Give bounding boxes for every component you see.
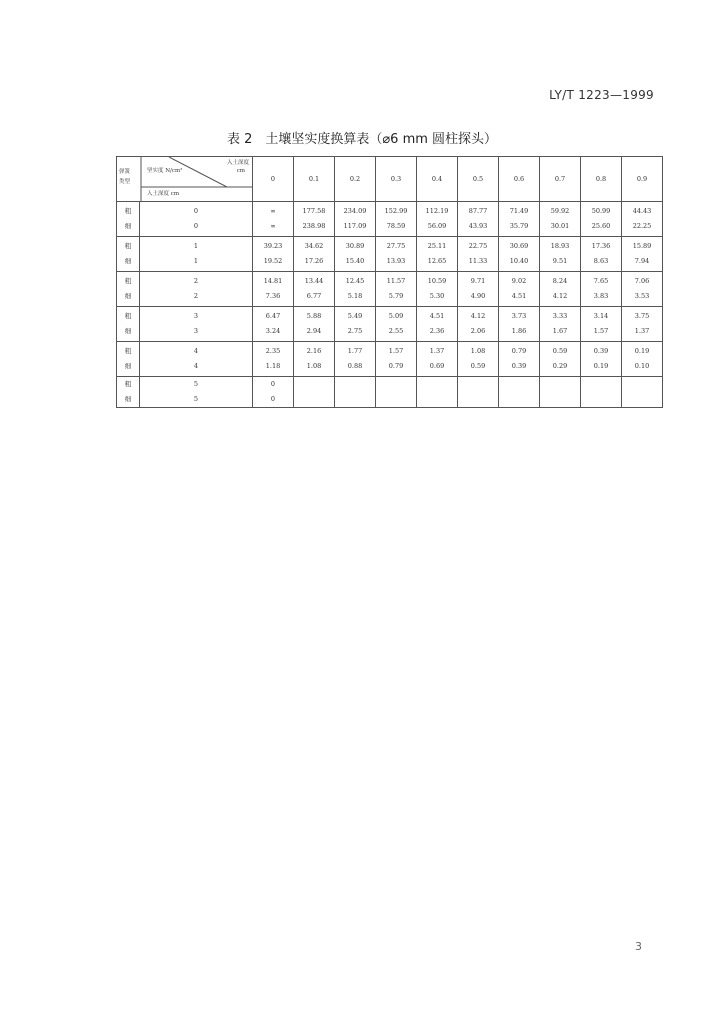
value-cell-line: 0.39 <box>593 347 609 355</box>
value-cell-line: 87.77 <box>468 207 488 215</box>
spring-type-cell <box>117 342 140 377</box>
value-cell <box>622 202 663 237</box>
value-cell <box>540 272 581 307</box>
value-cell <box>376 377 417 408</box>
value-cell <box>294 307 335 342</box>
value-cell-line: 15.89 <box>632 242 652 250</box>
depth-cell <box>140 237 253 272</box>
value-cell <box>335 237 376 272</box>
value-cell-line: 5.88 <box>306 312 322 320</box>
value-cell-line: 10.59 <box>427 277 447 285</box>
value-cell-line: 5.09 <box>388 312 404 320</box>
depth-cell-line: 5 <box>193 380 199 388</box>
value-cell-line: 9.51 <box>552 257 568 265</box>
depth-cell-line: 1 <box>193 257 199 265</box>
value-cell-line: 2.36 <box>429 327 445 335</box>
value-cell-line: 3.24 <box>265 327 281 335</box>
value-cell-line: 30.89 <box>345 242 365 250</box>
value-cell <box>581 377 622 408</box>
value-cell <box>253 272 294 307</box>
value-cell <box>622 237 663 272</box>
depth-cell-line: 3 <box>193 312 199 320</box>
spring-type-cell-line: 粗 <box>124 380 132 388</box>
depth-cell <box>140 342 253 377</box>
spring-type-cell <box>117 272 140 307</box>
value-cell-line: 0 <box>270 380 276 388</box>
value-cell-line: 11.33 <box>468 257 488 265</box>
value-cell-line: 2.55 <box>388 327 404 335</box>
conversion-table <box>116 156 663 408</box>
column-header: 0.5 <box>458 157 499 202</box>
spring-type-cell-line: 细 <box>124 257 132 265</box>
spring-type-cell <box>117 307 140 342</box>
value-cell-line: 50.99 <box>591 207 611 215</box>
depth-unit-label-bottom: cm <box>236 168 245 174</box>
value-cell <box>335 307 376 342</box>
value-cell-line: 5.79 <box>388 292 404 300</box>
value-cell <box>335 342 376 377</box>
value-cell <box>581 307 622 342</box>
value-cell-line: 13.44 <box>304 277 324 285</box>
spring-type-cell <box>117 377 140 408</box>
table-row <box>117 342 663 377</box>
value-cell <box>622 272 663 307</box>
value-cell <box>581 272 622 307</box>
value-cell-line: 59.92 <box>550 207 570 215</box>
value-cell <box>458 307 499 342</box>
value-cell-line: 0.79 <box>511 347 527 355</box>
value-cell <box>417 342 458 377</box>
value-cell <box>581 237 622 272</box>
value-cell-line: 238.98 <box>302 222 326 230</box>
value-cell-line: 17.26 <box>304 257 324 265</box>
value-cell <box>417 377 458 408</box>
table-header-row <box>117 157 663 202</box>
column-header: 0.6 <box>499 157 540 202</box>
value-cell-line: 30.01 <box>550 222 570 230</box>
value-cell-line: 34.62 <box>304 242 324 250</box>
depth-cell-line: 4 <box>193 362 199 370</box>
table-row <box>117 272 663 307</box>
value-cell <box>335 202 376 237</box>
value-cell <box>417 237 458 272</box>
value-cell-line: 10.40 <box>509 257 529 265</box>
value-cell <box>581 202 622 237</box>
value-cell <box>499 342 540 377</box>
value-cell-line: 4.51 <box>511 292 527 300</box>
value-cell <box>335 272 376 307</box>
depth-row-label: 入土深度 cm <box>147 191 180 197</box>
spring-type-cell-line: 粗 <box>124 347 132 355</box>
value-cell-line: 19.52 <box>263 257 283 265</box>
page-number: 3 <box>635 940 642 953</box>
value-cell-line: 3.75 <box>634 312 650 320</box>
value-cell-line: 30.69 <box>509 242 529 250</box>
value-cell-line: 1.57 <box>593 327 609 335</box>
table-row <box>117 307 663 342</box>
value-cell-line: 4.12 <box>470 312 486 320</box>
value-cell-line: 13.93 <box>386 257 406 265</box>
value-cell <box>294 272 335 307</box>
value-cell-line: 9.71 <box>470 277 486 285</box>
value-cell-line: 1.37 <box>634 327 650 335</box>
value-cell-line: 117.09 <box>343 222 367 230</box>
value-cell-line: 8.24 <box>552 277 568 285</box>
table-row <box>117 377 663 408</box>
value-cell-line: 1.18 <box>265 362 281 370</box>
value-cell <box>253 377 294 408</box>
spring-type-cell-line: 细 <box>124 362 132 370</box>
value-cell <box>499 272 540 307</box>
value-cell-line: 7.06 <box>634 277 650 285</box>
spring-type-cell-line: 细 <box>124 327 132 335</box>
value-cell-line: 5.18 <box>347 292 363 300</box>
spring-type-cell-line: 粗 <box>124 242 132 250</box>
value-cell-line: 1.67 <box>552 327 568 335</box>
value-cell-line: 78.59 <box>386 222 406 230</box>
value-cell-line: 0.19 <box>634 347 650 355</box>
depth-cell-line: 0 <box>193 207 199 215</box>
value-cell <box>294 237 335 272</box>
value-cell <box>253 307 294 342</box>
value-cell-line: 44.43 <box>632 207 652 215</box>
depth-cell <box>140 307 253 342</box>
value-cell <box>253 202 294 237</box>
column-header: 0.2 <box>335 157 376 202</box>
table-row <box>117 237 663 272</box>
value-cell <box>417 307 458 342</box>
value-cell-line: 22.25 <box>632 222 652 230</box>
value-cell-line: 0 <box>270 395 276 403</box>
value-cell-line: 43.93 <box>468 222 488 230</box>
header-corner-cell <box>117 157 253 202</box>
depth-unit-label-top: 入土深度 <box>226 160 249 166</box>
value-cell <box>499 307 540 342</box>
column-header: 0.7 <box>540 157 581 202</box>
value-cell-line: 2.16 <box>306 347 322 355</box>
column-header: 0.9 <box>622 157 663 202</box>
value-cell-line: 71.49 <box>509 207 529 215</box>
value-cell-line: 0.29 <box>552 362 568 370</box>
value-cell-line: 0.88 <box>347 362 363 370</box>
value-cell-line: 1.57 <box>388 347 404 355</box>
value-cell <box>417 202 458 237</box>
value-cell-line: 3.14 <box>593 312 609 320</box>
table-row <box>117 202 663 237</box>
value-cell-line: 8.63 <box>593 257 609 265</box>
value-cell-line: ∞ <box>270 222 276 230</box>
value-cell-line: 39.23 <box>263 242 283 250</box>
value-cell-line: 3.53 <box>634 292 650 300</box>
depth-cell <box>140 202 253 237</box>
standard-code: LY/T 1223—1999 <box>549 88 654 102</box>
value-cell-line: 6.47 <box>265 312 281 320</box>
value-cell-line: 3.83 <box>593 292 609 300</box>
depth-cell-line: 3 <box>193 327 199 335</box>
value-cell-line: 0.59 <box>552 347 568 355</box>
depth-cell-line: 1 <box>193 242 199 250</box>
value-cell-line: ∞ <box>270 207 276 215</box>
value-cell-line: 2.35 <box>265 347 281 355</box>
value-cell-line: 3.33 <box>552 312 568 320</box>
value-cell-line: 4.90 <box>470 292 486 300</box>
value-cell-line: 11.57 <box>386 277 406 285</box>
value-cell <box>376 342 417 377</box>
value-cell <box>417 272 458 307</box>
value-cell-line: 6.77 <box>306 292 322 300</box>
value-cell-line: 4.12 <box>552 292 568 300</box>
value-cell-line: 4.51 <box>429 312 445 320</box>
value-cell <box>253 342 294 377</box>
depth-cell <box>140 272 253 307</box>
value-cell-line: 35.79 <box>509 222 529 230</box>
value-cell <box>499 202 540 237</box>
value-cell <box>376 272 417 307</box>
table-title: 表 2 土壤坚实度换算表（⌀6 mm 圆柱探头） <box>226 132 498 147</box>
value-cell-line: 1.08 <box>306 362 322 370</box>
value-cell-line: 14.81 <box>263 277 283 285</box>
value-cell <box>540 342 581 377</box>
value-cell-line: 12.65 <box>427 257 447 265</box>
value-cell <box>458 377 499 408</box>
value-cell <box>335 377 376 408</box>
value-cell-line: 3.73 <box>511 312 527 320</box>
value-cell-line: 1.37 <box>429 347 445 355</box>
value-cell-line: 2.75 <box>347 327 363 335</box>
value-cell-line: 27.75 <box>386 242 406 250</box>
value-cell <box>622 342 663 377</box>
column-header: 0.4 <box>417 157 458 202</box>
value-cell-line: 0.59 <box>470 362 486 370</box>
value-cell <box>294 342 335 377</box>
value-cell <box>294 377 335 408</box>
value-cell <box>294 202 335 237</box>
depth-cell-line: 2 <box>193 277 199 285</box>
value-cell <box>540 202 581 237</box>
value-cell <box>499 377 540 408</box>
value-cell-line: 5.30 <box>429 292 445 300</box>
value-cell <box>622 307 663 342</box>
value-cell <box>458 272 499 307</box>
value-cell <box>376 237 417 272</box>
value-cell-line: 0.69 <box>429 362 445 370</box>
value-cell-line: 25.11 <box>427 242 447 250</box>
firmness-label: 坚实度 N/cm² <box>147 168 183 174</box>
column-header: 0 <box>253 157 294 202</box>
value-cell-line: 152.99 <box>384 207 408 215</box>
value-cell-line: 177.58 <box>302 207 326 215</box>
value-cell-line: 7.94 <box>634 257 650 265</box>
spring-type-cell-line: 细 <box>124 292 132 300</box>
value-cell-line: 0.79 <box>388 362 404 370</box>
value-cell-line: 1.08 <box>470 347 486 355</box>
value-cell-line: 5.49 <box>347 312 363 320</box>
value-cell <box>540 377 581 408</box>
spring-type-cell-line: 粗 <box>124 312 132 320</box>
value-cell <box>376 307 417 342</box>
value-cell-line: 112.19 <box>425 207 449 215</box>
spring-type-cell-line: 粗 <box>124 207 132 215</box>
depth-cell-line: 4 <box>193 347 199 355</box>
value-cell-line: 0.10 <box>634 362 650 370</box>
spring-type-label-2: 类型 <box>119 179 131 185</box>
column-header: 0.3 <box>376 157 417 202</box>
value-cell-line: 0.39 <box>511 362 527 370</box>
value-cell <box>458 342 499 377</box>
value-cell-line: 12.45 <box>345 277 365 285</box>
spring-type-cell-line: 细 <box>124 222 132 230</box>
depth-cell <box>140 377 253 408</box>
value-cell <box>253 237 294 272</box>
value-cell-line: 2.06 <box>470 327 486 335</box>
value-cell <box>540 237 581 272</box>
spring-type-cell-line: 细 <box>124 395 132 403</box>
value-cell-line: 1.77 <box>347 347 363 355</box>
column-header: 0.1 <box>294 157 335 202</box>
depth-cell-line: 5 <box>193 395 199 403</box>
value-cell-line: 18.93 <box>550 242 570 250</box>
value-cell-line: 1.86 <box>511 327 527 335</box>
spring-type-cell <box>117 202 140 237</box>
depth-cell-line: 0 <box>193 222 199 230</box>
value-cell-line: 17.36 <box>591 242 611 250</box>
value-cell-line: 7.36 <box>265 292 281 300</box>
value-cell <box>376 202 417 237</box>
value-cell-line: 7.65 <box>593 277 609 285</box>
value-cell-line: 22.75 <box>468 242 488 250</box>
value-cell-line: 56.09 <box>427 222 447 230</box>
spring-type-cell <box>117 237 140 272</box>
value-cell-line: 0.19 <box>593 362 609 370</box>
spring-type-cell-line: 粗 <box>124 277 132 285</box>
value-cell <box>458 237 499 272</box>
column-header: 0.8 <box>581 157 622 202</box>
value-cell <box>540 307 581 342</box>
value-cell-line: 15.40 <box>345 257 365 265</box>
depth-cell-line: 2 <box>193 292 199 300</box>
value-cell <box>622 377 663 408</box>
value-cell <box>499 237 540 272</box>
value-cell-line: 2.94 <box>306 327 322 335</box>
value-cell-line: 25.60 <box>591 222 611 230</box>
value-cell <box>581 342 622 377</box>
value-cell <box>458 202 499 237</box>
spring-type-label-1: 弹簧 <box>119 169 131 175</box>
value-cell-line: 234.09 <box>343 207 367 215</box>
value-cell-line: 9.02 <box>511 277 527 285</box>
